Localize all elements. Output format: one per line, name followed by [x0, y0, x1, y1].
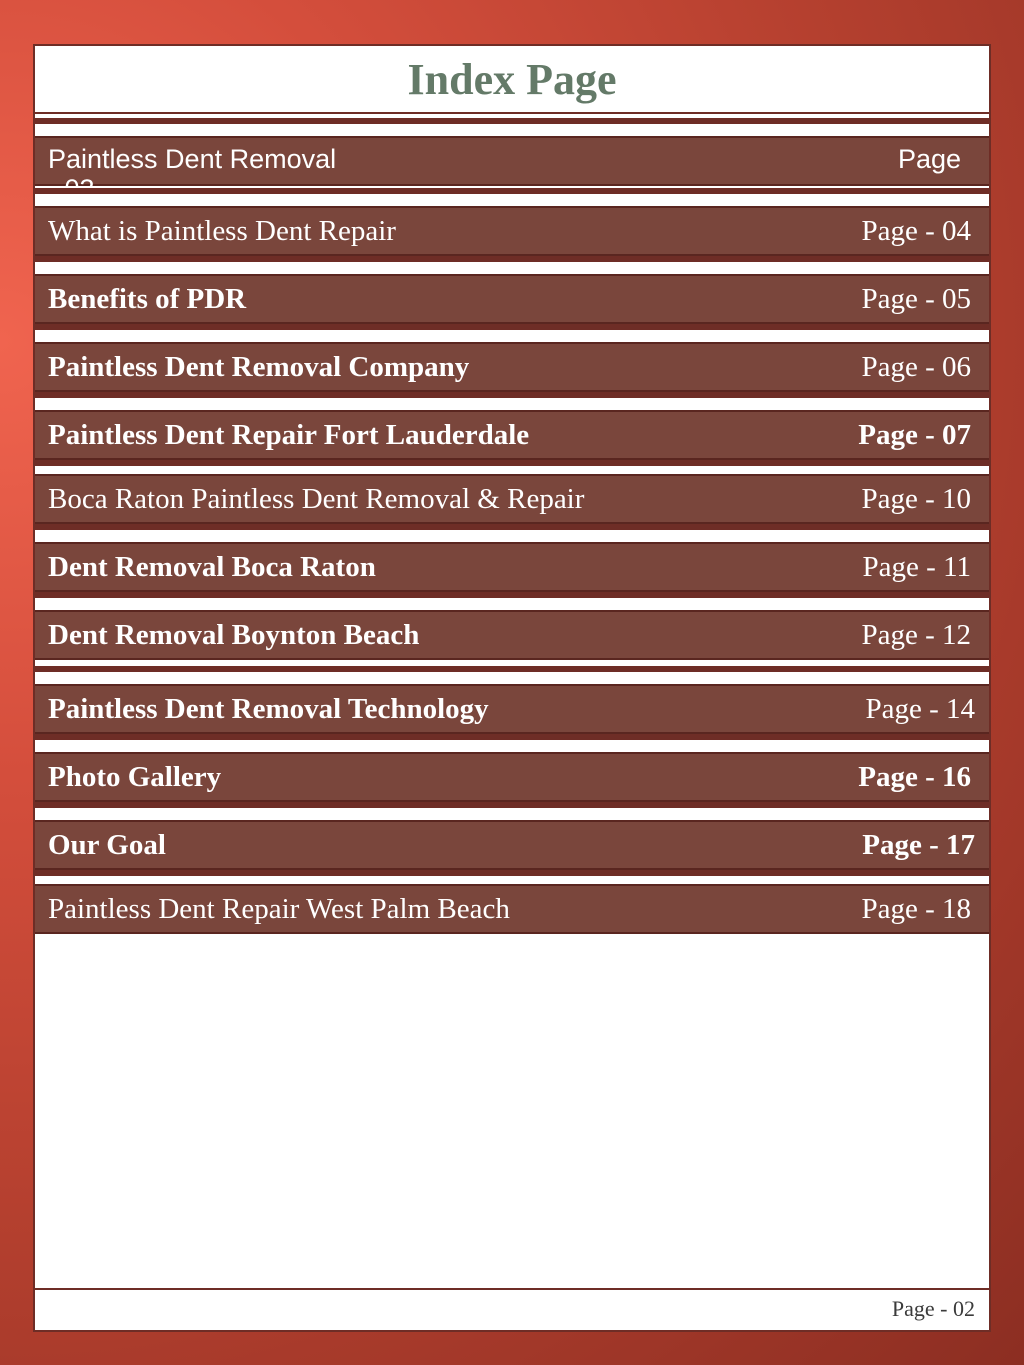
divider	[35, 734, 989, 740]
divider	[35, 118, 989, 124]
divider	[35, 324, 989, 330]
index-row-pdr-company	[35, 342, 989, 392]
index-row-boca-raton-pdr	[35, 474, 989, 524]
index-row-dent-removal-boca-raton	[35, 542, 989, 592]
page-title: Index Page	[35, 46, 989, 114]
divider	[35, 666, 989, 672]
row-label: Paintless Dent Removal Technology	[48, 693, 489, 725]
index-row-photo-gallery	[35, 752, 989, 802]
row-label: Benefits of PDR	[48, 283, 247, 315]
row-label: Photo Gallery	[48, 761, 222, 793]
index-row-what-is-pdr	[35, 206, 989, 256]
row-page: Page - 06	[861, 351, 971, 383]
divider	[35, 524, 989, 530]
row-page: Page - 14	[865, 693, 975, 725]
row-page: Page - 12	[861, 619, 971, 651]
row-page: Page - 16	[858, 761, 971, 793]
row-page: Page - 17	[862, 829, 975, 861]
row-label: What is Paintless Dent Repair	[48, 215, 396, 247]
index-row-paintless-dent-removal	[35, 136, 989, 186]
index-row-our-goal	[35, 820, 989, 870]
row-label: Our Goal	[48, 829, 166, 861]
row-label: Paintless Dent Repair Fort Lauderdale	[48, 419, 530, 451]
row-page: Page - 11	[862, 551, 971, 583]
divider	[35, 870, 989, 876]
row-page: Page - 07	[858, 419, 971, 451]
row-label: Dent Removal Boca Raton	[48, 551, 376, 583]
index-page-frame	[33, 44, 991, 1332]
index-row-pdr-technology	[35, 684, 989, 734]
row-page: Page - 05	[861, 283, 971, 315]
divider	[35, 188, 989, 194]
page-footer	[35, 1288, 989, 1330]
divider	[35, 802, 989, 808]
row-label: Dent Removal Boynton Beach	[48, 619, 420, 651]
row-page: Page - 04	[861, 215, 971, 247]
divider	[35, 392, 989, 398]
row-page: Page - 10	[861, 483, 971, 515]
index-row-west-palm-beach	[35, 884, 989, 934]
row-label: Paintless Dent Removal	[48, 144, 337, 174]
divider	[35, 592, 989, 598]
row-page: Page	[897, 144, 961, 174]
row-page: Page - 18	[861, 893, 971, 925]
row-label: Paintless Dent Removal Company	[48, 351, 470, 383]
index-row-boynton-beach	[35, 610, 989, 660]
index-row-fort-lauderdale	[35, 410, 989, 460]
divider	[35, 460, 989, 466]
index-row-benefits-of-pdr	[35, 274, 989, 324]
divider	[35, 256, 989, 262]
row-label: Boca Raton Paintless Dent Removal & Repair	[48, 483, 585, 515]
page-number: Page - 02	[891, 1296, 975, 1321]
row-label: Paintless Dent Repair West Palm Beach	[48, 893, 510, 925]
